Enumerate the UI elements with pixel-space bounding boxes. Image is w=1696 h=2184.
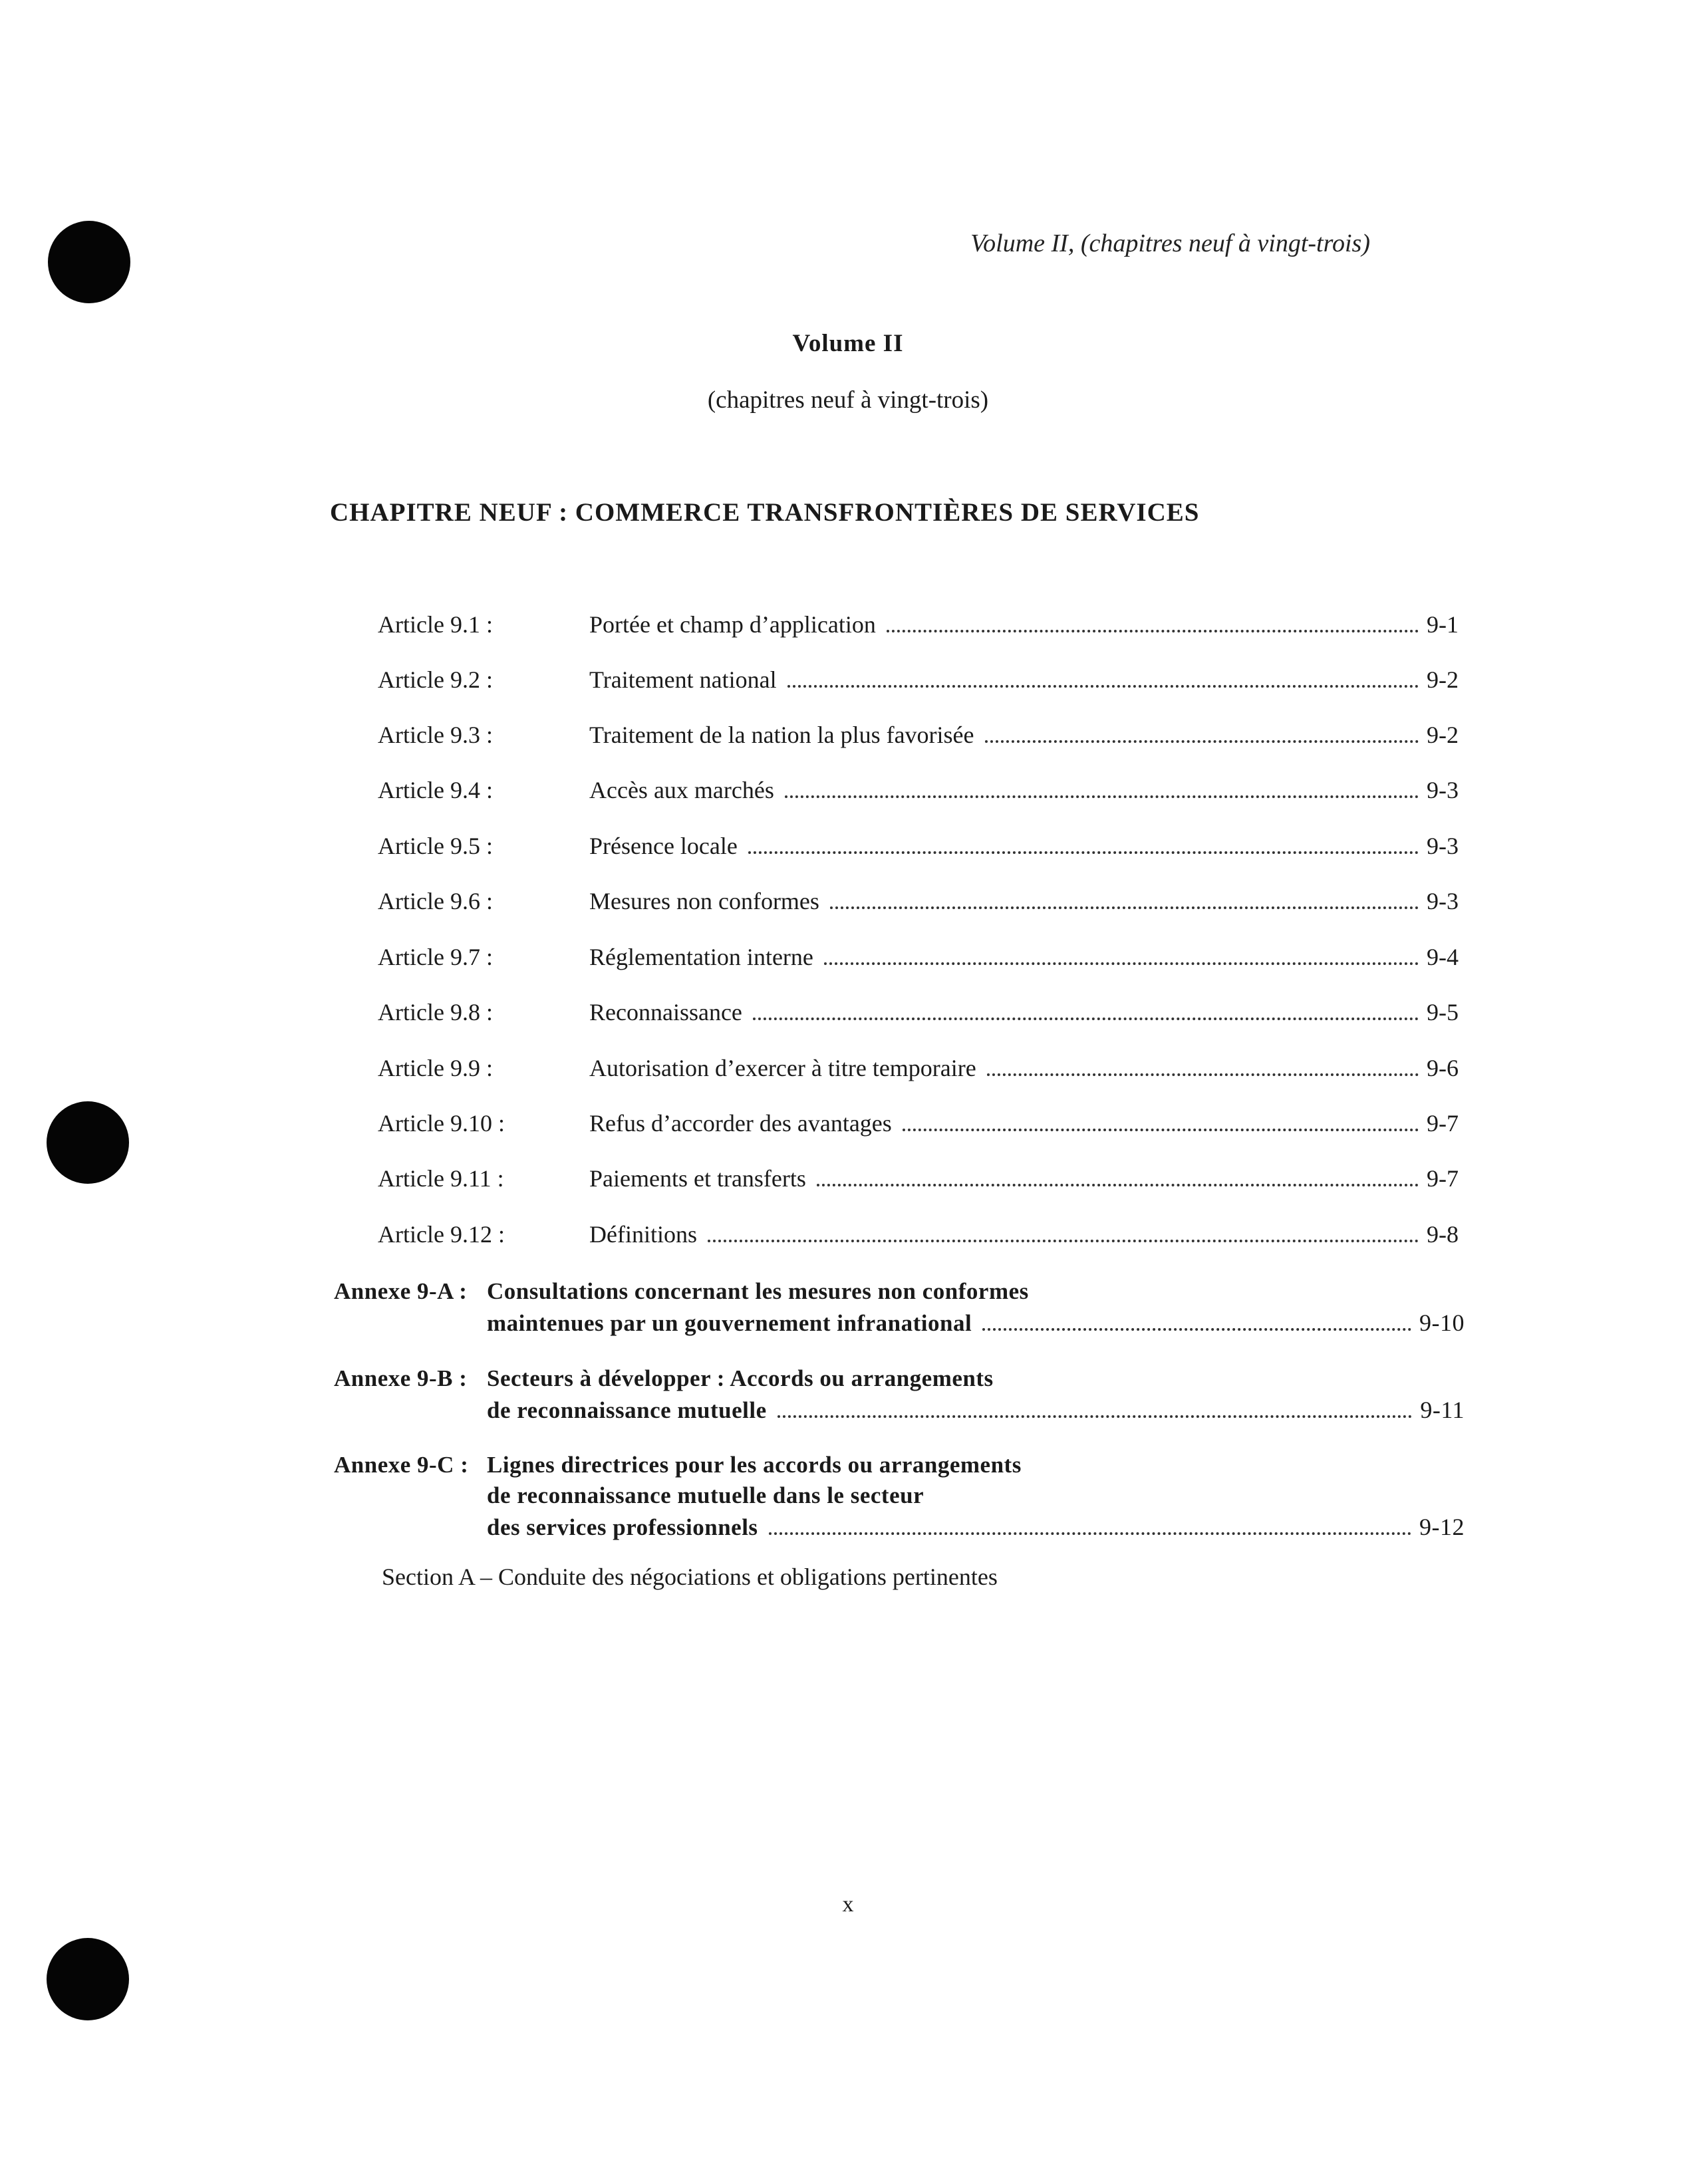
running-header: Volume II, (chapitres neuf à vingt-trois) — [970, 229, 1370, 257]
annex-last-line — [487, 1513, 1465, 1541]
dot-leader — [753, 1018, 1419, 1020]
dot-leader — [985, 740, 1419, 743]
toc-entry — [589, 998, 1459, 1026]
page-ref: 9-3 — [1427, 777, 1459, 803]
annex-title-line: maintenues par un gouvernement infranational — [487, 1310, 972, 1336]
toc-entry — [589, 611, 1459, 638]
article-title: Reconnaissance — [589, 999, 742, 1025]
dot-leader — [777, 1415, 1413, 1418]
toc-row — [378, 887, 1459, 920]
article-title: Refus d’accorder des avantages — [589, 1110, 892, 1137]
toc-row — [378, 776, 1459, 809]
toc-row — [378, 666, 1459, 699]
page-ref: 9-1 — [1427, 611, 1459, 638]
chapter-heading: CHAPITRE NEUF : COMMERCE TRANSFRONTIÈRES DE SERVICES — [330, 498, 1200, 527]
toc-entry — [589, 666, 1459, 694]
article-label: Article 9.10 : — [378, 1110, 505, 1137]
dot-leader — [817, 1184, 1419, 1186]
toc-entry — [589, 776, 1459, 804]
toc-row — [378, 1109, 1459, 1143]
article-label: Article 9.12 : — [378, 1221, 505, 1248]
toc-entry — [589, 832, 1459, 860]
article-label: Article 9.7 : — [378, 944, 493, 970]
page-ref: 9-7 — [1427, 1165, 1459, 1192]
article-title: Accès aux marchés — [589, 777, 774, 803]
dot-leader — [830, 906, 1419, 909]
toc-entry — [589, 1164, 1459, 1192]
article-title: Paiements et transferts — [589, 1165, 806, 1192]
article-title: Autorisation d’exercer à titre temporaire — [589, 1055, 976, 1081]
toc-entry — [589, 1220, 1459, 1248]
volume-subtitle: (chapitres neuf à vingt-trois) — [707, 386, 989, 414]
toc-entry — [589, 943, 1459, 971]
volume-title: Volume II — [792, 330, 904, 357]
dot-leader — [982, 1328, 1411, 1331]
dot-leader — [903, 1129, 1419, 1131]
article-title: Traitement de la nation la plus favorisée — [589, 722, 974, 748]
toc-entry — [589, 1109, 1459, 1137]
article-title: Présence locale — [589, 833, 738, 859]
page-ref: 9-11 — [1420, 1397, 1465, 1423]
toc-row — [378, 998, 1459, 1031]
toc-row — [378, 832, 1459, 865]
page-ref: 9-10 — [1419, 1309, 1465, 1336]
article-title: Portée et champ d’application — [589, 611, 876, 638]
article-label: Article 9.1 : — [378, 611, 493, 638]
toc-row — [378, 611, 1459, 644]
annex-last-line — [487, 1309, 1465, 1337]
article-title: Mesures non conformes — [589, 888, 819, 914]
toc-row — [378, 1220, 1459, 1254]
toc-row — [378, 1054, 1459, 1087]
section-line: Section A – Conduite des négociations et obligations pertinentes — [382, 1564, 998, 1590]
page-ref: 9-6 — [1427, 1055, 1459, 1081]
annex-title-line: de reconnaissance mutuelle — [487, 1397, 767, 1423]
article-label: Article 9.8 : — [378, 999, 493, 1025]
page-ref: 9-5 — [1427, 999, 1459, 1025]
dot-leader — [787, 685, 1419, 688]
annex-9-b — [334, 1365, 1465, 1432]
article-label: Article 9.6 : — [378, 888, 493, 914]
article-label: Article 9.9 : — [378, 1055, 493, 1081]
page-ref: 9-4 — [1427, 944, 1459, 970]
page-ref: 9-3 — [1427, 833, 1459, 859]
article-label: Article 9.2 : — [378, 666, 493, 693]
page-ref: 9-7 — [1427, 1110, 1459, 1137]
annex-title-line: des services professionnels — [487, 1514, 758, 1540]
dot-leader — [708, 1240, 1419, 1242]
dot-leader — [769, 1532, 1411, 1535]
punch-hole-middle — [47, 1101, 129, 1184]
annex-label: Annexe 9-A : — [334, 1278, 468, 1304]
page-number: x — [842, 1892, 854, 1917]
dot-leader — [987, 1073, 1419, 1076]
annex-9-a — [334, 1278, 1465, 1345]
article-label: Article 9.5 : — [378, 833, 493, 859]
dot-leader — [785, 795, 1419, 798]
annex-title-line: de reconnaissance mutuelle dans le secteur — [487, 1482, 924, 1508]
page-ref: 9-12 — [1419, 1514, 1465, 1540]
dot-leader — [748, 851, 1419, 854]
annex-title-line: Lignes directrices pour les accords ou arrangements — [487, 1452, 1022, 1478]
punch-hole-top — [48, 221, 130, 303]
article-title: Réglementation interne — [589, 944, 813, 970]
page-ref: 9-3 — [1427, 888, 1459, 914]
toc-row — [378, 721, 1459, 754]
toc-entry — [589, 887, 1459, 915]
dot-leader — [824, 962, 1419, 965]
article-label: Article 9.11 : — [378, 1165, 504, 1192]
toc-row — [378, 943, 1459, 976]
toc-entry — [589, 1054, 1459, 1082]
annex-label: Annexe 9-C : — [334, 1452, 469, 1478]
article-label: Article 9.3 : — [378, 722, 493, 748]
page-ref: 9-2 — [1427, 666, 1459, 693]
punch-hole-bottom — [47, 1938, 129, 2020]
dot-leader — [887, 630, 1419, 632]
toc-row — [378, 1164, 1459, 1198]
annex-last-line — [487, 1396, 1465, 1424]
annex-9-c — [334, 1452, 1465, 1552]
annex-label: Annexe 9-B : — [334, 1365, 468, 1391]
annex-title-line: Secteurs à développer : Accords ou arrangements — [487, 1365, 994, 1391]
page-ref: 9-8 — [1427, 1221, 1459, 1248]
article-title: Définitions — [589, 1221, 697, 1248]
article-label: Article 9.4 : — [378, 777, 493, 803]
page-ref: 9-2 — [1427, 722, 1459, 748]
article-title: Traitement national — [589, 666, 777, 693]
annex-title-line: Consultations concernant les mesures non conformes — [487, 1278, 1029, 1304]
toc-entry — [589, 721, 1459, 749]
